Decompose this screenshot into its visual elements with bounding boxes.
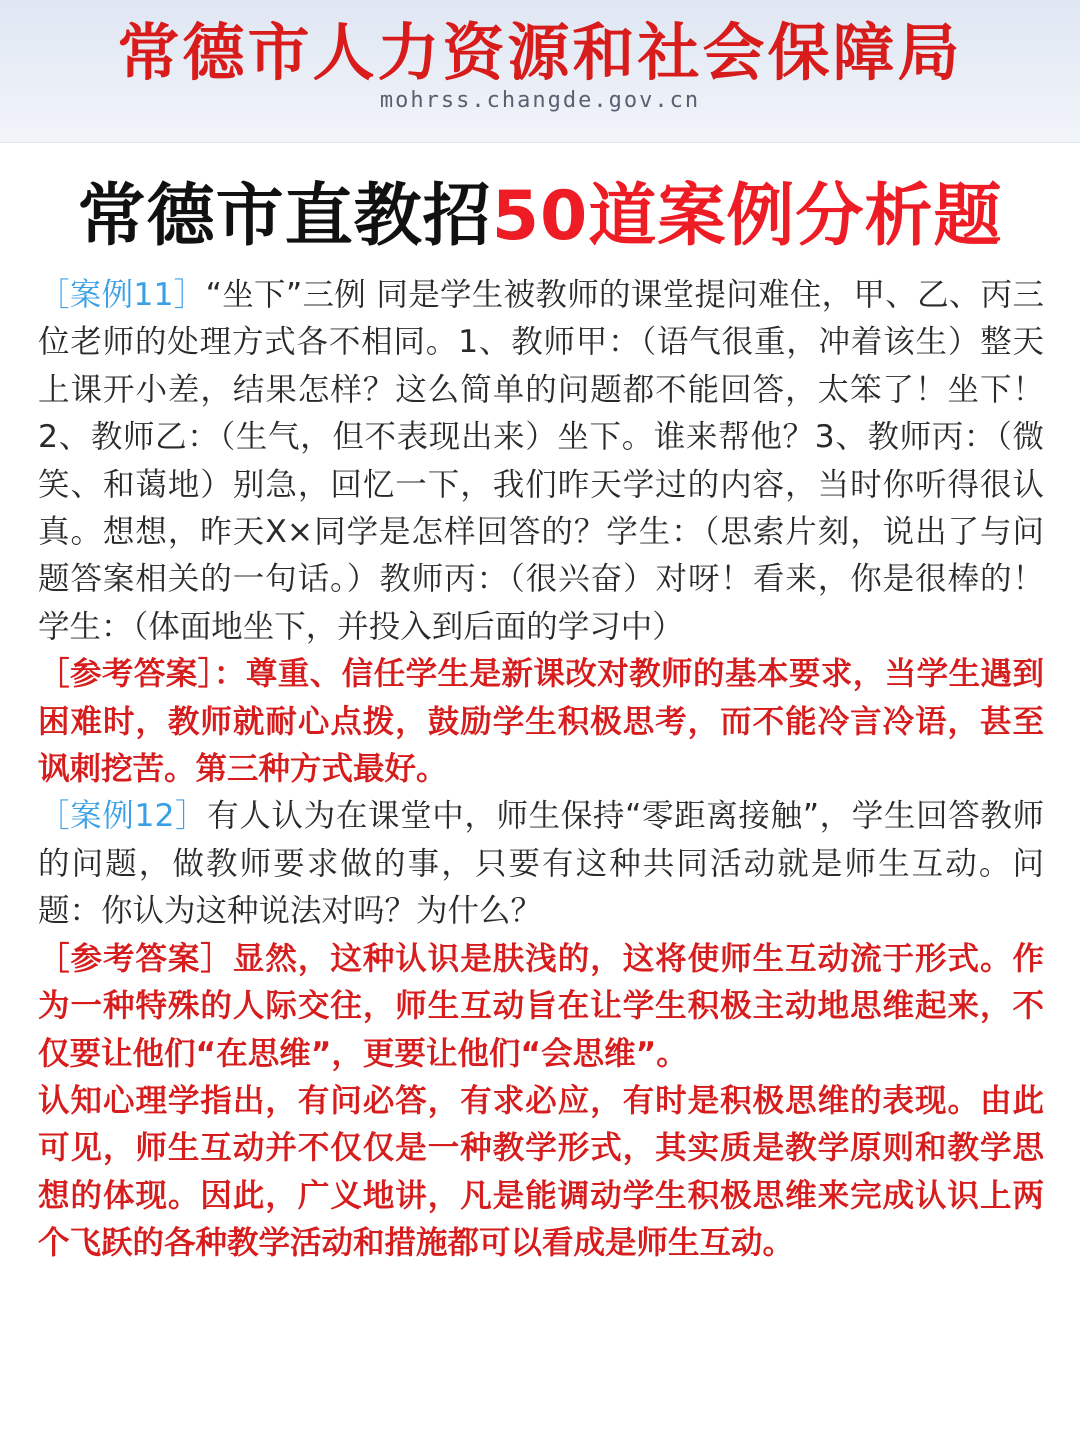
case-12-answer-part1: ［参考答案］显然，这种认识是肤浅的，这将使师生互动流于形式。作为一种特殊的人际交往，师生互动旨在让学生积极主动地思维起来，不仅要让他们“在思维”，更要让他们“会思维”。 [38,940,1044,1072]
banner-title: 常德市人力资源和社会保障局 [117,16,963,89]
article-body [38,272,1044,1268]
case-11-tag: ［案例11］ [38,277,206,313]
case-11-answer: ［参考答案］：尊重、信任学生是新课改对教师的基本要求，当学生遇到困难时，教师就耐心点拨，鼓励学生积极思考，而不能冷言冷语，甚至讽刺挖苦。第三种方式最好。 [38,656,1044,788]
page-title-part1: 常德市直教招 [77,177,492,256]
banner-url: mohrss.changde.gov.cn [379,88,701,113]
case-12-text: 有人认为在课堂中，师生保持“零距离接触”，学生回答教师的问题，做教师要求做的事，只要有这种共同活动就是师生互动。问题：你认为这种说法对吗？为什么？ [38,798,1044,930]
header-banner [0,0,1080,143]
page-title-part2: 50道案例分析题 [491,177,1003,256]
case-11-question [38,272,1044,651]
case-12-question [38,793,1044,935]
page-title [0,172,1080,262]
case-12-tag: ［案例12］ [38,798,208,835]
case-12-answer-part2: 认知心理学指出，有问必答，有求必应，有时是积极思维的表现。由此可见，师生互动并不仅仅是一种教学形式，其实质是教学原则和教学思想的体现。因此，广义地讲，凡是能调动学生积极思维来完成认识上两个飞跃的各种教学活动和措施都可以看成是师生互动。 [38,1082,1044,1262]
case-11-text: “坐下”三例 同是学生被教师的课堂提问难住，甲、乙、丙三位老师的处理方式各不相同。1、教师甲：（语气很重，冲着该生）整天上课开小差，结果怎样？这么简单的问题都不能回答，太笨了！坐下！2、教师乙：（生气，但不表现出来）坐下。谁来帮他？3、教师丙：（微笑、和蔼地）别急，回忆一下，我们昨天学过的内容，当时你听得很认真。想想，昨天X×同学是怎样回答的？学生：（思索片刻，说出了与问题答案相关的一句话。）教师丙：（很兴奋）对呀！看来，你是很棒的！学生：（体面地坐下，并投入到后面的学习中） [38,277,1044,645]
